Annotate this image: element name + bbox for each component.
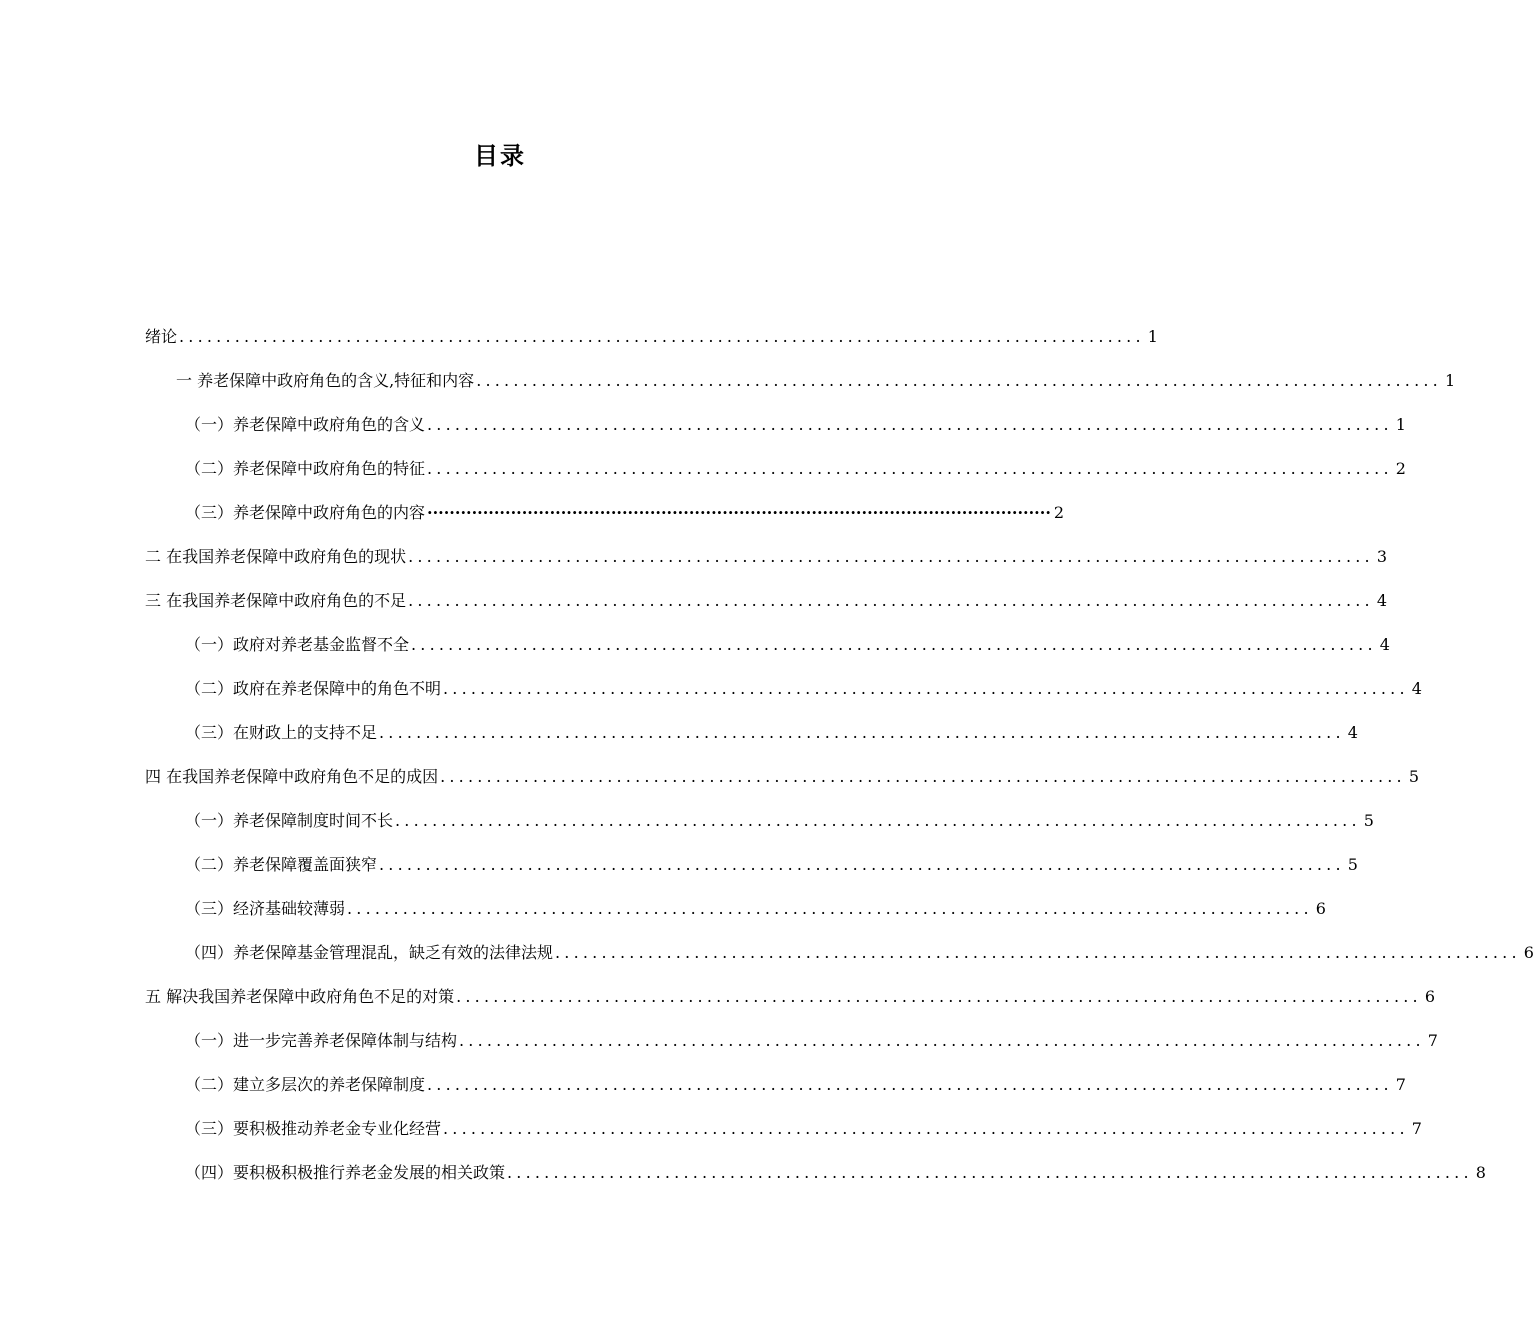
toc-page-number: 7	[1395, 1075, 1406, 1094]
toc-entry-section-4-3[interactable]	[185, 894, 1326, 924]
toc-leader-dots: ........................................................................................................	[427, 1075, 1393, 1094]
toc-page-number: 1	[1395, 415, 1406, 434]
toc-page-number: 2	[1053, 503, 1065, 522]
toc-leader-dots: ........................................................................................................	[427, 459, 1393, 478]
toc-entry-text: 五 解决我国养老保障中政府角色不足的对策	[145, 987, 455, 1006]
toc-entry-text: 四 在我国养老保障中政府角色不足的成因	[145, 767, 439, 786]
toc-entry-text: （一）政府对养老基金监督不全	[185, 635, 410, 654]
toc-leader-dots: ........................................................................................................	[411, 635, 1377, 654]
toc-leader-dots: ........................................................................................................	[408, 591, 1374, 610]
toc-page-number: 6	[1315, 899, 1326, 918]
toc-entry-text: （一）进一步完善养老保障体制与结构	[185, 1031, 458, 1050]
toc-entry-chapter-1[interactable]	[176, 366, 1456, 396]
toc-leader-dots: ........................................................................................................	[443, 679, 1409, 698]
toc-leader-dots: ················································································································	[427, 503, 1051, 522]
toc-page-number: 4	[1347, 723, 1358, 742]
toc-entry-section-1-3[interactable]	[185, 498, 1065, 528]
toc-leader-dots: ........................................................................................................	[179, 327, 1145, 346]
toc-entry-text: 三 在我国养老保障中政府角色的不足	[145, 591, 407, 610]
toc-entry-section-1-1[interactable]	[185, 410, 1406, 440]
toc-entry-section-3-3[interactable]	[185, 718, 1358, 748]
toc-page-number: 1	[1444, 371, 1456, 390]
toc-entry-text: 绪论	[145, 327, 178, 346]
toc-entry-text: （三）要积极推动养老金专业化经营	[185, 1119, 442, 1138]
toc-leader-dots: ........................................................................................................	[379, 723, 1345, 742]
toc-entry-chapter-3[interactable]	[145, 586, 1388, 616]
toc-entry-section-5-1[interactable]	[185, 1026, 1438, 1056]
toc-entry-section-4-2[interactable]	[185, 850, 1358, 880]
toc-entry-section-4-1[interactable]	[185, 806, 1374, 836]
toc-leader-dots: ........................................................................................................	[456, 987, 1422, 1006]
toc-entry-introduction[interactable]	[145, 322, 1158, 352]
toc-leader-dots: ........................................................................................................	[555, 943, 1521, 962]
toc-leader-dots: ........................................................................................................	[427, 415, 1393, 434]
toc-entry-text: 二 在我国养老保障中政府角色的现状	[145, 547, 407, 566]
toc-page-number: 6	[1523, 943, 1534, 962]
toc-entry-chapter-4[interactable]	[145, 762, 1420, 792]
toc-page-number: 5	[1347, 855, 1358, 874]
toc-entry-text: （二）养老保障中政府角色的特征	[185, 459, 426, 478]
toc-leader-dots: ........................................................................................................	[395, 811, 1361, 830]
toc-entry-text: （四）要积极积极推行养老金发展的相关政策	[185, 1163, 506, 1182]
toc-entry-text: 一 养老保障中政府角色的含义,特征和内容	[176, 371, 475, 390]
toc-entry-text: （二）建立多层次的养老保障制度	[185, 1075, 426, 1094]
page-title: 目录	[474, 142, 526, 170]
toc-leader-dots: ........................................................................................................	[347, 899, 1313, 918]
toc-page-number: 8	[1475, 1163, 1486, 1182]
toc-entry-text: （三）在财政上的支持不足	[185, 723, 378, 742]
toc-leader-dots: ........................................................................................................	[476, 371, 1442, 390]
toc-page-number: 3	[1376, 547, 1388, 566]
toc-page-number: 1	[1147, 327, 1158, 346]
toc-entry-section-3-2[interactable]	[185, 674, 1422, 704]
toc-page-number: 7	[1411, 1119, 1422, 1138]
toc-entry-text: （三）养老保障中政府角色的内容	[185, 503, 426, 522]
toc-entry-section-5-3[interactable]	[185, 1114, 1422, 1144]
toc-leader-dots: ........................................................................................................	[459, 1031, 1425, 1050]
toc-entry-chapter-2[interactable]	[145, 542, 1388, 572]
toc-leader-dots: ........................................................................................................	[443, 1119, 1409, 1138]
toc-entry-section-3-1[interactable]	[185, 630, 1390, 660]
toc-entry-text: （一）养老保障制度时间不长	[185, 811, 394, 830]
toc-page-number: 2	[1395, 459, 1406, 478]
toc-leader-dots: ........................................................................................................	[379, 855, 1345, 874]
toc-entry-section-5-4[interactable]	[185, 1158, 1486, 1188]
toc-page-number: 5	[1363, 811, 1374, 830]
toc-leader-dots: ........................................................................................................	[440, 767, 1406, 786]
toc-page-number: 7	[1427, 1031, 1438, 1050]
toc-entry-text: （一）养老保障中政府角色的含义	[185, 415, 426, 434]
toc-leader-dots: ........................................................................................................	[507, 1163, 1473, 1182]
toc-entry-chapter-5[interactable]	[145, 982, 1436, 1012]
toc-leader-dots: ........................................................................................................	[408, 547, 1374, 566]
toc-entry-text: （三）经济基础较薄弱	[185, 899, 346, 918]
toc-entry-text: （二）养老保障覆盖面狭窄	[185, 855, 378, 874]
toc-entry-section-1-2[interactable]	[185, 454, 1406, 484]
toc-page-number: 4	[1379, 635, 1390, 654]
toc-page-number: 5	[1408, 767, 1420, 786]
toc-entry-section-5-2[interactable]	[185, 1070, 1406, 1100]
toc-page-number: 6	[1424, 987, 1436, 1006]
toc-entry-section-4-4[interactable]	[185, 938, 1534, 968]
toc-entry-text: （四）养老保障基金管理混乱，缺乏有效的法律法规	[185, 943, 554, 962]
toc-page-number: 4	[1411, 679, 1422, 698]
toc-entry-text: （二）政府在养老保障中的角色不明	[185, 679, 442, 698]
toc-page-number: 4	[1376, 591, 1388, 610]
